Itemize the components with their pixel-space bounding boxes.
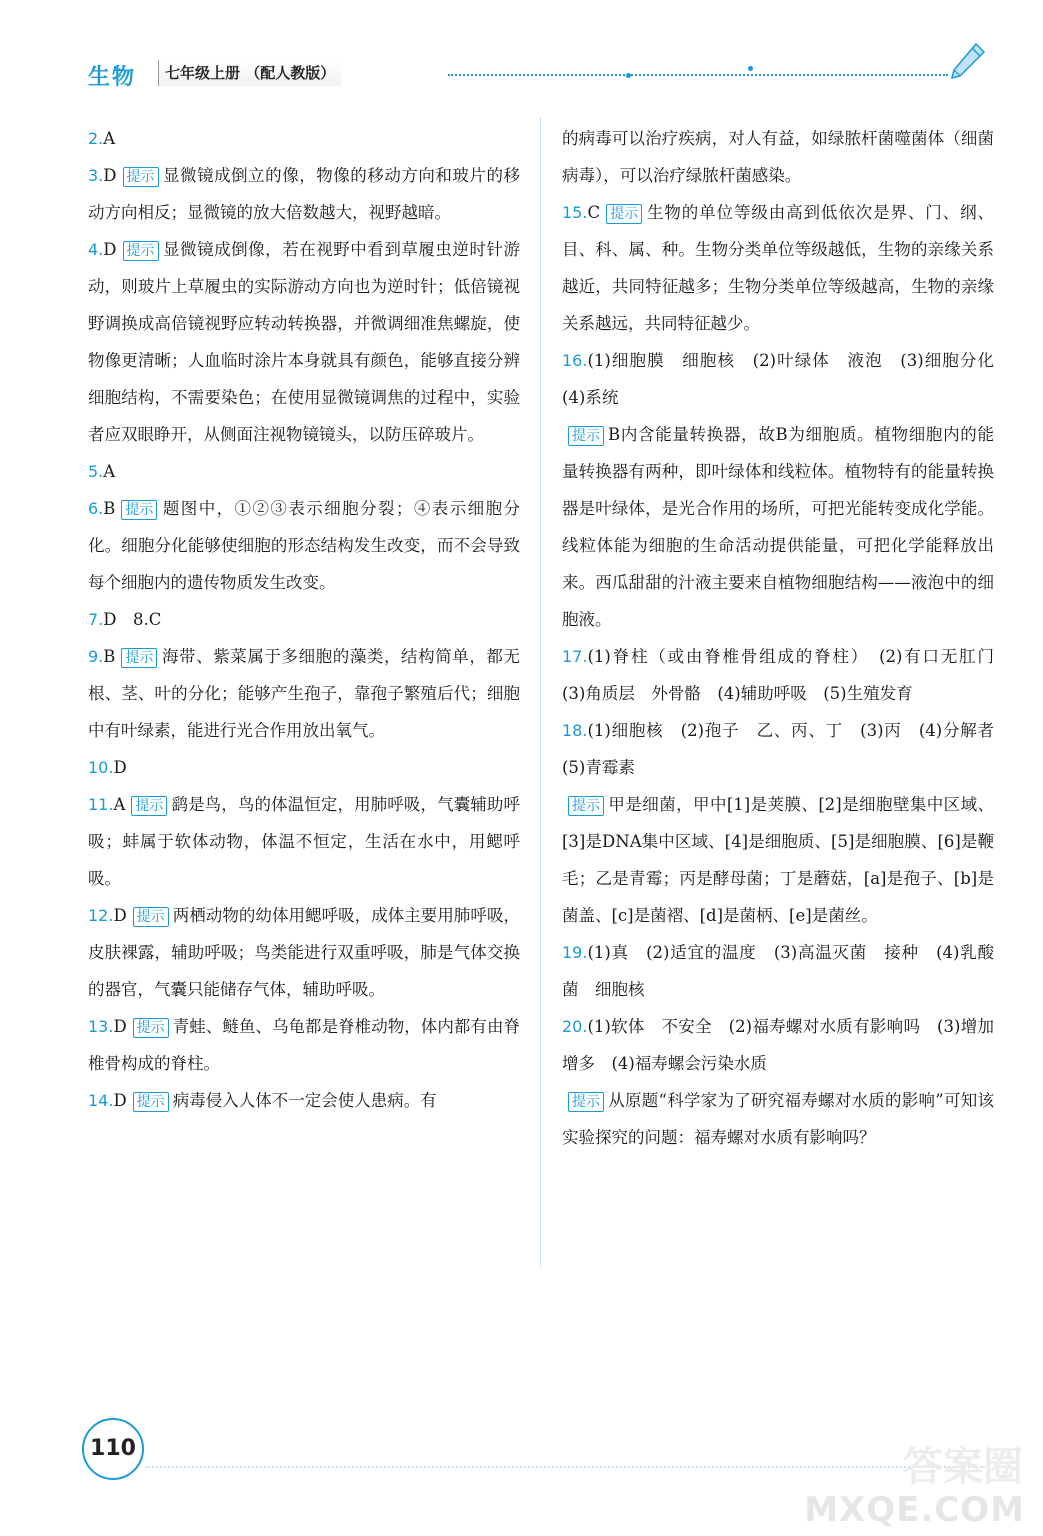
answer-item xyxy=(562,416,994,638)
hint-badge: 提示 xyxy=(123,167,159,187)
question-number: 11. xyxy=(88,795,114,814)
answer-item xyxy=(88,231,520,453)
question-number: 3. xyxy=(88,166,104,185)
hint-badge: 提示 xyxy=(131,796,167,816)
question-number: 7. xyxy=(88,610,104,629)
hint-badge: 提示 xyxy=(568,1092,604,1112)
header-dot xyxy=(626,73,631,78)
answer-item xyxy=(562,712,1011,786)
answer-item xyxy=(562,1008,1011,1082)
explanation-text: 显微镜成倒像，若在视野中看到草履虫逆时针游动，则玻片上草履虫的实际游动方向也为逆时针；低倍镜视野调换成高倍镜视野应转动转换器，并微调细准焦螺旋，使物像更清晰；人血临时涂片本身就具有颜色，能够直接分辨细胞结构，不需要染色；在使用显微镜调焦的过程中，实验者应双眼睁开，从侧面注视物镜镜头，以防压碎玻片。 xyxy=(88,240,520,444)
answer-item xyxy=(88,1082,520,1119)
question-number: 18. xyxy=(562,721,588,740)
question-number: 10. xyxy=(88,758,114,777)
hint-badge: 提示 xyxy=(568,796,604,816)
answer-choice: A xyxy=(113,795,126,814)
explanation-text: 从原题“科学家为了研究福寿螺对水质的影响”可知该实验探究的问题：福寿螺对水质有影响吗？ xyxy=(562,1091,994,1147)
answer-item xyxy=(562,342,1011,416)
answer-choice: B xyxy=(103,499,116,518)
answer-item xyxy=(562,786,994,934)
answer-item xyxy=(88,897,520,1008)
subject-title: 生物 xyxy=(88,65,137,90)
answer-choice: D xyxy=(103,240,117,259)
question-number: 5. xyxy=(88,462,104,481)
answer-item xyxy=(562,194,994,342)
question-number: 19. xyxy=(562,943,588,962)
answer-item xyxy=(88,120,520,157)
question-number: 15. xyxy=(562,203,588,222)
grade-label xyxy=(158,60,341,86)
hint-badge: 提示 xyxy=(123,241,159,261)
header-dotted-rule xyxy=(448,74,948,76)
question-number: 16. xyxy=(562,351,588,370)
hint-badge: 提示 xyxy=(568,426,604,446)
hint-badge: 提示 xyxy=(121,500,157,520)
hint-badge: 提示 xyxy=(133,907,169,927)
explanation-text: 青蛙、鲢鱼、乌龟都是脊椎动物，体内都有由脊椎骨构成的脊柱。 xyxy=(88,1017,520,1073)
edition-text: （配人教版） xyxy=(245,64,336,82)
question-number: 4. xyxy=(88,240,104,259)
question-number: 14. xyxy=(88,1091,114,1110)
answer-choice: C xyxy=(587,203,601,222)
left-column xyxy=(88,120,520,1119)
answer-choice: D xyxy=(113,906,127,925)
answer-item xyxy=(88,638,520,749)
explanation-text: (1)细胞膜 细胞核 (2)叶绿体 液泡 (3)细胞分化 (4)系统 xyxy=(562,351,1011,407)
answer-item xyxy=(88,601,520,638)
answer-choice: D xyxy=(113,1091,127,1110)
question-number: 12. xyxy=(88,906,114,925)
answer-choice: D xyxy=(103,166,117,185)
question-number: 9. xyxy=(88,647,104,666)
explanation-text: 甲是细菌，甲中[1]是荚膜、[2]是细胞壁集中区域、[3]是DNA集中区域、[4]是细胞质、[5]是细胞膜、[6]是鞭毛；乙是青霉；丙是酵母菌；丁是蘑菇，[a]是孢子、[b]是菌盖、[c]是菌褶、[d]是菌柄、[e]是菌丝。 xyxy=(562,795,994,925)
explanation-text: (1)细胞核 (2)孢子 乙、丙、丁 (3)丙 (4)分解者 (5)青霉素 xyxy=(562,721,1011,777)
explanation-text: 病毒侵入人体不一定会使人患病。有 xyxy=(172,1091,437,1110)
explanation-text: 的病毒可以治疗疾病，对人有益，如绿脓杆菌噬菌体（细菌病毒），可以治疗绿脓杆菌感染。 xyxy=(562,129,994,185)
explanation-text: 海带、紫菜属于多细胞的藻类，结构简单，都无根、茎、叶的分化；能够产生孢子，靠孢子繁殖后代；细胞中有叶绿素，能进行光合作用放出氧气。 xyxy=(88,647,520,740)
watermark-text: MXQE.COM xyxy=(804,1490,1025,1530)
answer-item xyxy=(88,1008,520,1082)
answer-item xyxy=(88,453,520,490)
explanation-text: B内含能量转换器，故B为细胞质。植物细胞内的能量转换器有两种，即叶绿体和线粒体。植物特有的能量转换器是叶绿体，是光合作用的场所，可把光能转变成化学能。线粒体能为细胞的生命活动提供能量，可把化学能释放出来。西瓜甜甜的汁液主要来自植物细胞结构——液泡中的细胞液。 xyxy=(562,425,994,629)
answer-item xyxy=(562,1082,994,1156)
answer-item xyxy=(88,786,520,897)
answer-choice: D xyxy=(113,1017,127,1036)
answer-item xyxy=(88,157,520,231)
watermark-logo: 答案圈 xyxy=(903,1444,1023,1490)
pen-icon xyxy=(946,42,986,82)
right-column xyxy=(562,120,1011,1156)
answer-choice: D 8.C xyxy=(103,610,162,629)
answer-item xyxy=(562,934,994,1008)
answer-item xyxy=(88,749,520,786)
answer-choice: A xyxy=(103,129,116,148)
question-number: 20. xyxy=(562,1017,588,1036)
explanation-text: (1)软体 不安全 (2)福寿螺对水质有影响吗 (3)增加 增多 (4)福寿螺会污染水质 xyxy=(562,1017,1011,1073)
page-number: 110 xyxy=(82,1418,144,1480)
grade-text: 七年级上册 xyxy=(165,64,241,82)
page-header xyxy=(88,56,988,96)
question-number: 13. xyxy=(88,1017,114,1036)
hint-badge: 提示 xyxy=(606,204,642,224)
explanation-text: (1)真 (2)适宜的温度 (3)高温灭菌 接种 (4)乳酸菌 细胞核 xyxy=(562,943,994,999)
hint-badge: 提示 xyxy=(133,1092,169,1112)
header-dot xyxy=(748,66,753,71)
answer-item xyxy=(88,490,520,601)
footer-dotted-rule xyxy=(145,1466,985,1468)
explanation-text: 显微镜成倒立的像，物像的移动方向和玻片的移动方向相反；显微镜的放大倍数越大，视野越暗。 xyxy=(88,166,520,222)
hint-badge: 提示 xyxy=(121,648,157,668)
column-divider xyxy=(540,118,541,1268)
question-number: 2. xyxy=(88,129,104,148)
answer-item xyxy=(562,120,994,194)
answer-item xyxy=(562,638,1011,712)
explanation-text: 鹞是鸟，鸟的体温恒定，用肺呼吸，气囊辅助呼吸；蚌属于软体动物，体温不恒定，生活在水中，用鳃呼吸。 xyxy=(88,795,520,888)
answer-choice: A xyxy=(103,462,116,481)
explanation-text: (1)脊柱（或由脊椎骨组成的脊柱） (2)有口无肛门 (3)角质层 外骨骼 (4)辅助呼吸 (5)生殖发育 xyxy=(562,647,1011,703)
question-number: 6. xyxy=(88,499,104,518)
explanation-text: 生物的单位等级由高到低依次是界、门、纲、目、科、属、种。生物分类单位等级越低，生物的亲缘关系越近，共同特征越多；生物分类单位等级越高，生物的亲缘关系越远，共同特征越少。 xyxy=(562,203,994,333)
answer-choice: B xyxy=(103,647,116,666)
hint-badge: 提示 xyxy=(133,1018,169,1038)
answer-choice: D xyxy=(113,758,127,777)
explanation-text: 题图中，①②③表示细胞分裂；④表示细胞分化。细胞分化能够使细胞的形态结构发生改变，而不会导致每个细胞内的遗传物质发生改变。 xyxy=(88,499,520,592)
question-number: 17. xyxy=(562,647,588,666)
explanation-text: 两栖动物的幼体用鳃呼吸，成体主要用肺呼吸，皮肤裸露，辅助呼吸；鸟类能进行双重呼吸，肺是气体交换的器官，气囊只能储存气体，辅助呼吸。 xyxy=(88,906,520,999)
